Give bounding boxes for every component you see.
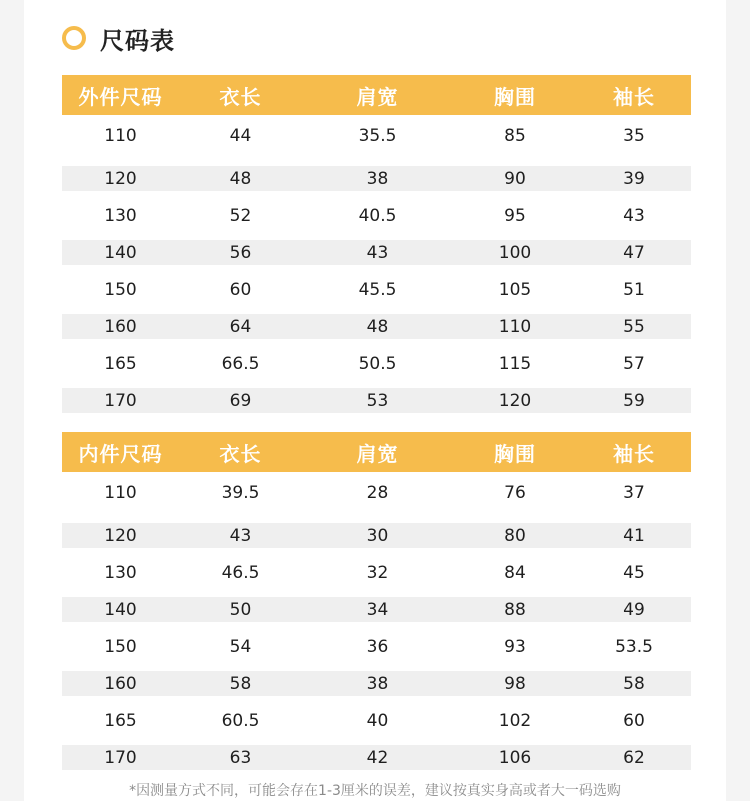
- circle-bullet-icon: [62, 26, 86, 50]
- measurement-cell: 66.5: [221, 353, 260, 374]
- column-header: 胸围: [494, 441, 536, 466]
- measurement-cell: 93: [504, 636, 526, 657]
- size-cell: 165: [104, 353, 137, 374]
- measurement-cell: 38: [366, 168, 389, 189]
- table-row: [62, 739, 691, 776]
- measurement-cell: 48: [229, 168, 252, 189]
- table-row: [62, 308, 691, 345]
- outer-size-table: [62, 75, 691, 419]
- measurement-cell: 56: [229, 242, 252, 263]
- measurement-cell: 43: [623, 205, 645, 226]
- inner-size-table: [62, 432, 691, 776]
- table-row: [62, 234, 691, 271]
- size-cell: 170: [104, 747, 137, 768]
- size-cell: 110: [104, 482, 137, 503]
- column-header: 内件尺码: [78, 441, 163, 466]
- column-header: 袖长: [613, 441, 655, 466]
- measurement-cell: 100: [498, 242, 532, 263]
- measurement-cell: 62: [623, 747, 645, 768]
- table-row: [62, 382, 691, 419]
- measurement-cell: 80: [504, 525, 526, 546]
- table-row: [62, 628, 691, 665]
- size-cell: 160: [104, 673, 137, 694]
- measurement-cell: 37: [623, 482, 645, 503]
- table-row: [62, 115, 691, 160]
- measurement-cell: 106: [498, 747, 532, 768]
- size-cell: 140: [104, 242, 137, 263]
- table-row: [62, 517, 691, 554]
- measurement-cell: 40.5: [358, 205, 397, 226]
- measurement-cell: 88: [504, 599, 526, 620]
- page-title: 尺码表: [100, 26, 175, 55]
- measurement-cell: 34: [366, 599, 389, 620]
- measurement-cell: 64: [229, 316, 252, 337]
- measurement-cell: 43: [229, 525, 252, 546]
- measurement-cell: 120: [498, 390, 532, 411]
- measurement-cell: 95: [504, 205, 526, 226]
- measurement-cell: 51: [623, 279, 645, 300]
- size-cell: 160: [104, 316, 137, 337]
- measurement-cell: 46.5: [221, 562, 260, 583]
- measurement-cell: 115: [498, 353, 532, 374]
- measurement-cell: 30: [366, 525, 389, 546]
- measurement-cell: 52: [229, 205, 252, 226]
- measurement-cell: 60: [623, 710, 645, 731]
- measurement-cell: 102: [498, 710, 532, 731]
- measurement-cell: 57: [623, 353, 645, 374]
- measurement-cell: 55: [623, 316, 645, 337]
- measurement-cell: 76: [504, 482, 526, 503]
- column-header: 肩宽: [356, 84, 399, 109]
- measurement-footnote: *因测量方式不同，可能会存在1-3厘米的误差，建议按真实身高或者大一码选购: [129, 783, 621, 799]
- measurement-cell: 36: [366, 636, 389, 657]
- size-cell: 130: [104, 562, 137, 583]
- table-row: [62, 591, 691, 628]
- table-header-row: [62, 75, 691, 115]
- measurement-cell: 35: [623, 125, 645, 146]
- size-cell: 110: [104, 125, 137, 146]
- table-row: [62, 271, 691, 308]
- column-header: 衣长: [219, 441, 262, 466]
- measurement-cell: 69: [229, 390, 252, 411]
- measurement-cell: 45.5: [358, 279, 397, 300]
- table-row: [62, 665, 691, 702]
- measurement-cell: 40: [366, 710, 389, 731]
- column-header: 袖长: [613, 84, 655, 109]
- measurement-cell: 49: [623, 599, 645, 620]
- measurement-cell: 105: [498, 279, 532, 300]
- size-cell: 120: [104, 525, 137, 546]
- column-header: 衣长: [219, 84, 262, 109]
- table-row: [62, 702, 691, 739]
- measurement-cell: 98: [504, 673, 526, 694]
- measurement-cell: 32: [366, 562, 389, 583]
- column-header: 肩宽: [356, 441, 399, 466]
- size-cell: 165: [104, 710, 137, 731]
- measurement-cell: 58: [229, 673, 252, 694]
- column-header: 外件尺码: [78, 84, 163, 109]
- measurement-cell: 53.5: [615, 636, 653, 657]
- size-cell: 170: [104, 390, 137, 411]
- measurement-cell: 47: [623, 242, 645, 263]
- measurement-cell: 110: [498, 316, 532, 337]
- size-cell: 120: [104, 168, 137, 189]
- measurement-cell: 48: [366, 316, 389, 337]
- measurement-cell: 43: [366, 242, 389, 263]
- measurement-cell: 45: [623, 562, 645, 583]
- measurement-cell: 59: [623, 390, 645, 411]
- measurement-cell: 84: [504, 562, 526, 583]
- size-chart-card: [24, 0, 726, 801]
- measurement-cell: 60: [229, 279, 252, 300]
- measurement-cell: 28: [366, 482, 389, 503]
- measurement-cell: 60.5: [221, 710, 260, 731]
- section-heading: [62, 18, 175, 58]
- measurement-cell: 58: [623, 673, 645, 694]
- table-row: [62, 472, 691, 517]
- measurement-cell: 90: [504, 168, 526, 189]
- measurement-cell: 53: [366, 390, 389, 411]
- size-cell: 150: [104, 279, 137, 300]
- measurement-cell: 39.5: [221, 482, 260, 503]
- measurement-cell: 35.5: [358, 125, 397, 146]
- measurement-cell: 38: [366, 673, 389, 694]
- table-row: [62, 160, 691, 197]
- measurement-cell: 39: [623, 168, 645, 189]
- measurement-cell: 41: [623, 525, 645, 546]
- measurement-cell: 44: [229, 125, 252, 146]
- size-cell: 130: [104, 205, 137, 226]
- size-cell: 150: [104, 636, 137, 657]
- column-header: 胸围: [494, 84, 536, 109]
- table-row: [62, 554, 691, 591]
- measurement-cell: 63: [229, 747, 252, 768]
- measurement-cell: 42: [366, 747, 389, 768]
- table-header-row: [62, 432, 691, 472]
- measurement-cell: 50: [229, 599, 252, 620]
- size-cell: 140: [104, 599, 137, 620]
- measurement-cell: 54: [229, 636, 252, 657]
- measurement-cell: 50.5: [358, 353, 397, 374]
- measurement-cell: 85: [504, 125, 526, 146]
- table-row: [62, 197, 691, 234]
- table-row: [62, 345, 691, 382]
